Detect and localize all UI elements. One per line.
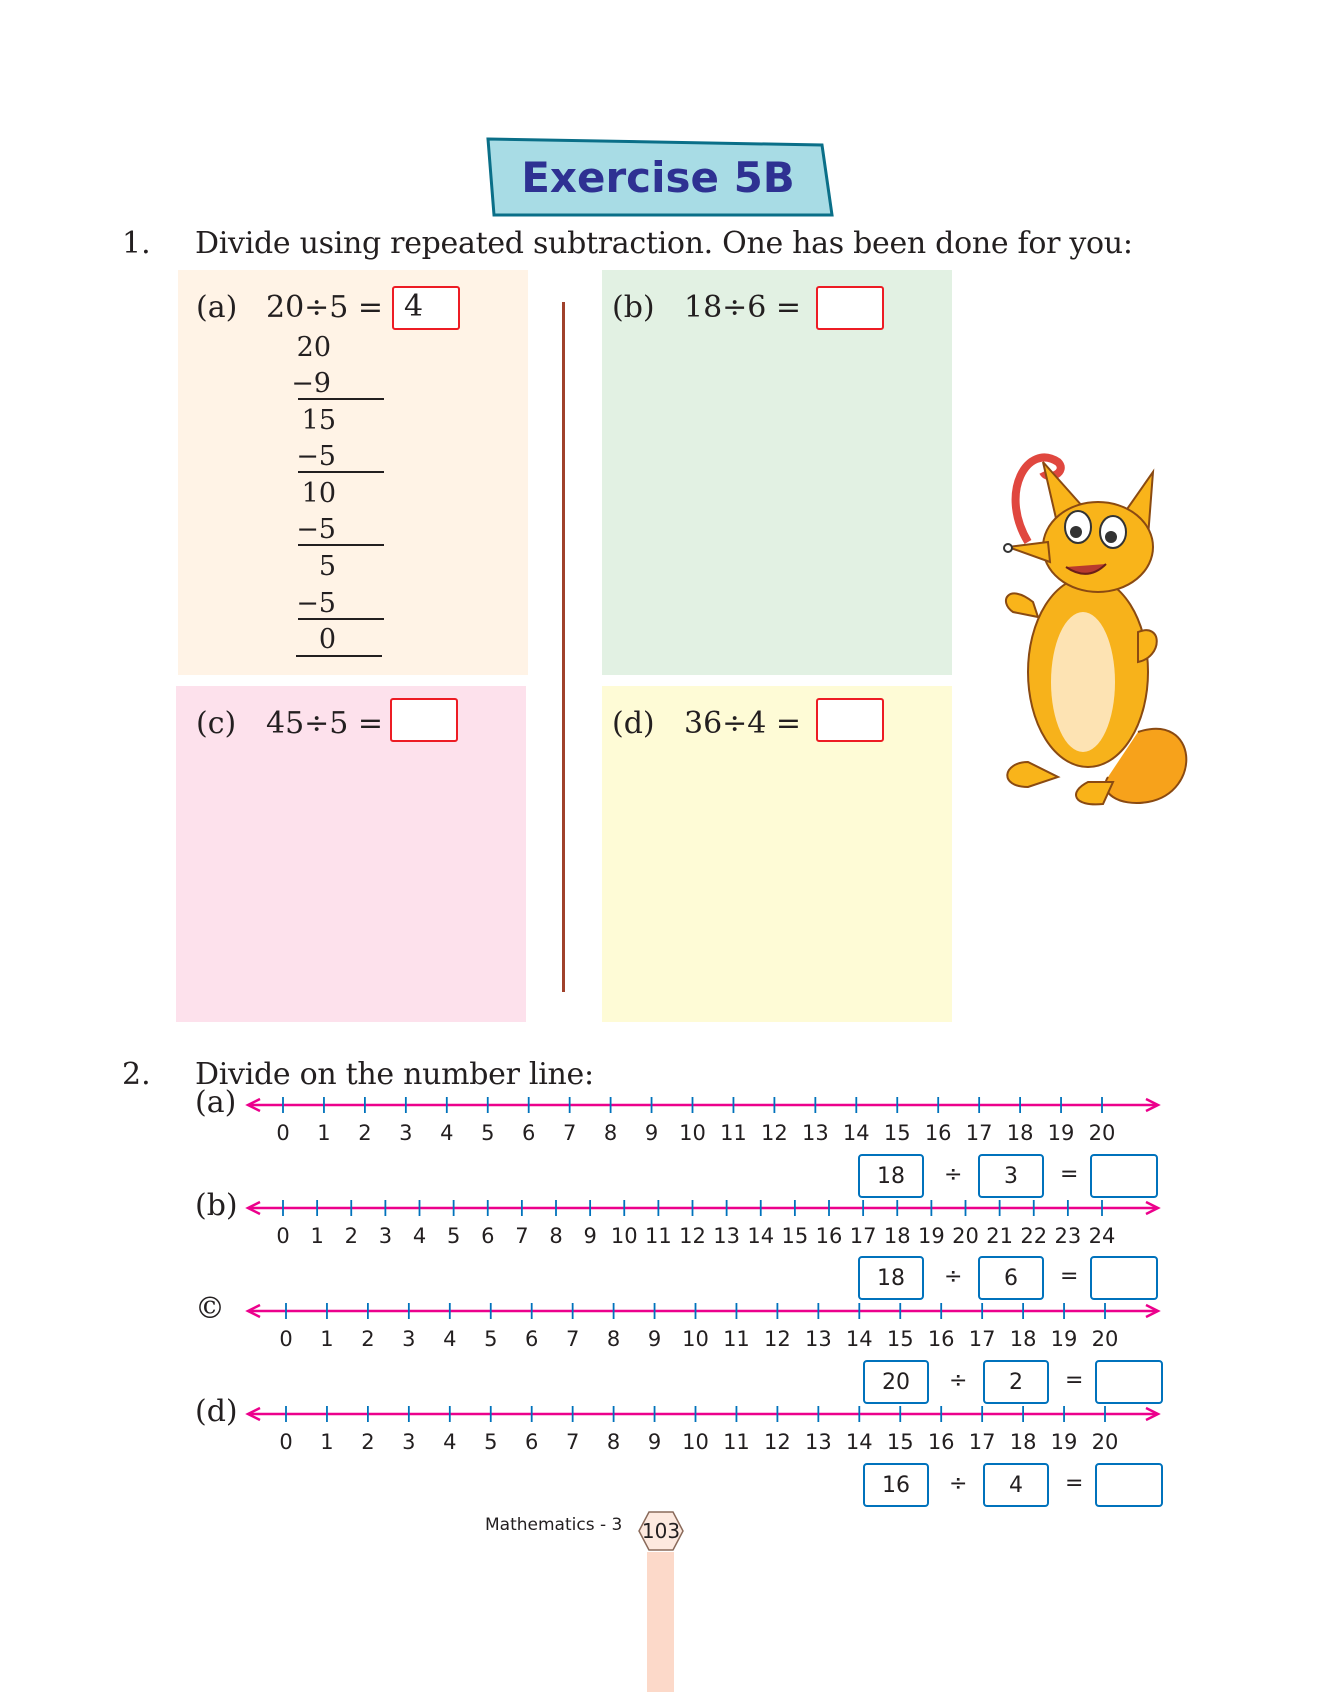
panel-b-answer-box[interactable] — [816, 286, 884, 330]
equals-sign: = — [1060, 1162, 1079, 1187]
tick-label: 18 — [883, 1224, 911, 1248]
tick-label: 3 — [399, 1121, 413, 1145]
tick-label: 17 — [968, 1327, 996, 1351]
tick-label: 19 — [1050, 1327, 1078, 1351]
panel-b-label: (b) — [612, 290, 655, 325]
tick-label: 23 — [1054, 1224, 1082, 1248]
tick-label: 5 — [484, 1327, 498, 1351]
tick-label: 4 — [412, 1224, 427, 1248]
tick-label: 9 — [647, 1430, 662, 1454]
tick-label: 14 — [842, 1121, 870, 1145]
tick-label: 21 — [986, 1224, 1013, 1248]
divide-sign: ÷ — [944, 1162, 963, 1187]
tick-label: 4 — [440, 1121, 454, 1145]
step-value: 0 — [318, 624, 336, 655]
divide-sign: ÷ — [949, 1368, 968, 1393]
tick-label: 20 — [1091, 1327, 1119, 1351]
tick-label: 3 — [402, 1327, 416, 1351]
tick-label: 1 — [317, 1121, 331, 1145]
tick-label: 6 — [525, 1430, 539, 1454]
tick-label: 1 — [320, 1327, 334, 1351]
panel-divider — [562, 302, 565, 992]
tick-label: 16 — [927, 1327, 955, 1351]
panel-c — [176, 686, 526, 1022]
tick-label: 9 — [644, 1121, 659, 1145]
tick-label: 12 — [764, 1327, 791, 1351]
page-number: 103 — [641, 1519, 681, 1543]
tick-label: 3 — [402, 1430, 416, 1454]
divide-sign: ÷ — [944, 1264, 963, 1289]
tick-label: 5 — [446, 1224, 461, 1248]
result-answer-box[interactable] — [1095, 1463, 1163, 1507]
tick-label: 10 — [682, 1430, 709, 1454]
step-value: 20 — [296, 332, 331, 363]
tick-label: 10 — [682, 1327, 709, 1351]
dividend-box: 18 — [858, 1256, 924, 1300]
panel-a-answer-box[interactable]: 4 — [392, 286, 460, 330]
tick-label: 0 — [276, 1121, 290, 1145]
tick-label: 12 — [764, 1430, 791, 1454]
number-line — [0, 1193, 1332, 1223]
step-underline — [298, 618, 384, 620]
tick-label: 10 — [679, 1121, 706, 1145]
step-value: 15 — [301, 405, 336, 436]
dividend-box: 18 — [858, 1154, 924, 1198]
tick-label: 18 — [1009, 1430, 1037, 1454]
book-title: Mathematics - 3 — [485, 1515, 623, 1535]
tick-label: 0 — [279, 1327, 293, 1351]
divisor-box: 4 — [983, 1463, 1049, 1507]
tick-label: 2 — [344, 1224, 358, 1248]
question-1-instruction: Divide using repeated subtraction. One has been done for you: — [195, 226, 1133, 261]
tick-label: 7 — [562, 1121, 577, 1145]
page-title: Exercise 5B — [521, 152, 795, 202]
divisor-box: 6 — [978, 1256, 1044, 1300]
tick-label: 5 — [481, 1121, 495, 1145]
tick-label: 15 — [781, 1224, 809, 1248]
number-line-label: (d) — [195, 1394, 238, 1429]
divisor-box: 3 — [978, 1154, 1044, 1198]
tick-label: 6 — [481, 1224, 495, 1248]
step-underline — [298, 398, 384, 400]
panel-c-expression: 45÷5 = — [266, 706, 384, 741]
tick-label: 7 — [515, 1224, 529, 1248]
tick-label: 5 — [484, 1430, 498, 1454]
tick-label: 11 — [720, 1121, 747, 1145]
tick-label: 18 — [1009, 1327, 1037, 1351]
tick-label: 7 — [565, 1430, 580, 1454]
title-banner — [482, 137, 834, 217]
result-answer-box[interactable] — [1090, 1154, 1158, 1198]
tick-label: 24 — [1088, 1224, 1116, 1248]
question-1-number: 1. — [122, 226, 151, 261]
tick-label: 16 — [927, 1430, 955, 1454]
tick-label: 14 — [845, 1327, 873, 1351]
tick-label: 0 — [276, 1224, 290, 1248]
tick-label: 0 — [279, 1430, 293, 1454]
tick-label: 2 — [361, 1327, 375, 1351]
tick-label: 20 — [952, 1224, 979, 1248]
panel-d — [602, 686, 952, 1022]
tick-label: 20 — [1091, 1430, 1119, 1454]
step-value: −5 — [296, 514, 336, 545]
tick-label: 10 — [610, 1224, 638, 1248]
tick-label: 2 — [358, 1121, 372, 1145]
tick-label: 8 — [603, 1121, 618, 1145]
divisor-box: 2 — [983, 1360, 1049, 1404]
panel-a — [178, 270, 528, 675]
tick-label: 18 — [1006, 1121, 1034, 1145]
tick-label: 15 — [886, 1327, 914, 1351]
tick-label: 13 — [801, 1121, 829, 1145]
tick-label: 16 — [815, 1224, 843, 1248]
step-value: −9 — [291, 368, 331, 399]
tick-label: 15 — [886, 1430, 914, 1454]
tick-label: 17 — [968, 1430, 996, 1454]
panel-a-expression: 20÷5 = — [266, 290, 384, 325]
page-tab-strip — [647, 1552, 674, 1692]
tick-label: 19 — [1047, 1121, 1075, 1145]
number-line — [0, 1296, 1332, 1326]
tick-label: 11 — [723, 1430, 750, 1454]
panel-c-label: (c) — [196, 706, 237, 741]
tick-label: 17 — [849, 1224, 877, 1248]
step-underline — [296, 655, 382, 657]
result-answer-box[interactable] — [1095, 1360, 1163, 1404]
dividend-box: 20 — [863, 1360, 929, 1404]
tick-label: 12 — [679, 1224, 706, 1248]
tick-label: 4 — [443, 1327, 457, 1351]
equals-sign: = — [1065, 1471, 1084, 1496]
tick-label: 8 — [606, 1430, 621, 1454]
tick-label: 6 — [525, 1327, 539, 1351]
tick-label: 13 — [713, 1224, 740, 1248]
tick-label: 8 — [549, 1224, 563, 1248]
tick-label: 22 — [1020, 1224, 1048, 1248]
number-line — [0, 1399, 1332, 1429]
tick-label: 11 — [723, 1327, 750, 1351]
tick-label: 9 — [583, 1224, 597, 1248]
equals-sign: = — [1065, 1368, 1084, 1393]
panel-c-answer-box[interactable] — [390, 698, 458, 742]
question-2-number: 2. — [122, 1057, 151, 1092]
number-line — [0, 1090, 1332, 1120]
tick-label: 11 — [645, 1224, 672, 1248]
tick-label: 16 — [924, 1121, 952, 1145]
number-line-label: (a) — [195, 1085, 237, 1120]
tick-label: 8 — [606, 1327, 621, 1351]
number-line-label: © — [195, 1291, 225, 1326]
panel-d-expression: 36÷4 = — [684, 706, 802, 741]
result-answer-box[interactable] — [1090, 1256, 1158, 1300]
tick-label: 20 — [1088, 1121, 1116, 1145]
tick-label: 14 — [845, 1430, 873, 1454]
tick-label: 19 — [918, 1224, 945, 1248]
panel-d-answer-box[interactable] — [816, 698, 884, 742]
step-value: 5 — [318, 551, 336, 582]
tick-label: 6 — [522, 1121, 536, 1145]
dividend-box: 16 — [863, 1463, 929, 1507]
step-underline — [298, 544, 384, 546]
equals-sign: = — [1060, 1264, 1079, 1289]
tick-label: 15 — [883, 1121, 911, 1145]
step-value: 10 — [301, 478, 336, 509]
tick-label: 1 — [310, 1224, 324, 1248]
tick-label: 17 — [965, 1121, 993, 1145]
fox-icon — [988, 432, 1188, 822]
tick-label: 13 — [804, 1430, 832, 1454]
step-value: −5 — [296, 588, 336, 619]
tick-label: 3 — [378, 1224, 393, 1248]
panel-b — [602, 270, 952, 675]
divide-sign: ÷ — [949, 1471, 968, 1496]
tick-label: 12 — [761, 1121, 788, 1145]
panel-b-expression: 18÷6 = — [684, 290, 802, 325]
tick-label: 7 — [565, 1327, 580, 1351]
panel-d-label: (d) — [612, 706, 655, 741]
number-line-label: (b) — [195, 1188, 238, 1223]
tick-label: 19 — [1050, 1430, 1078, 1454]
step-underline — [298, 471, 384, 473]
tick-label: 4 — [443, 1430, 457, 1454]
tick-label: 1 — [320, 1430, 334, 1454]
tick-label: 14 — [747, 1224, 775, 1248]
tick-label: 9 — [647, 1327, 662, 1351]
tick-label: 13 — [804, 1327, 832, 1351]
step-value: −5 — [296, 441, 336, 472]
question-2-instruction: Divide on the number line: — [195, 1057, 594, 1092]
tick-label: 2 — [361, 1430, 375, 1454]
panel-a-label: (a) — [196, 290, 238, 325]
